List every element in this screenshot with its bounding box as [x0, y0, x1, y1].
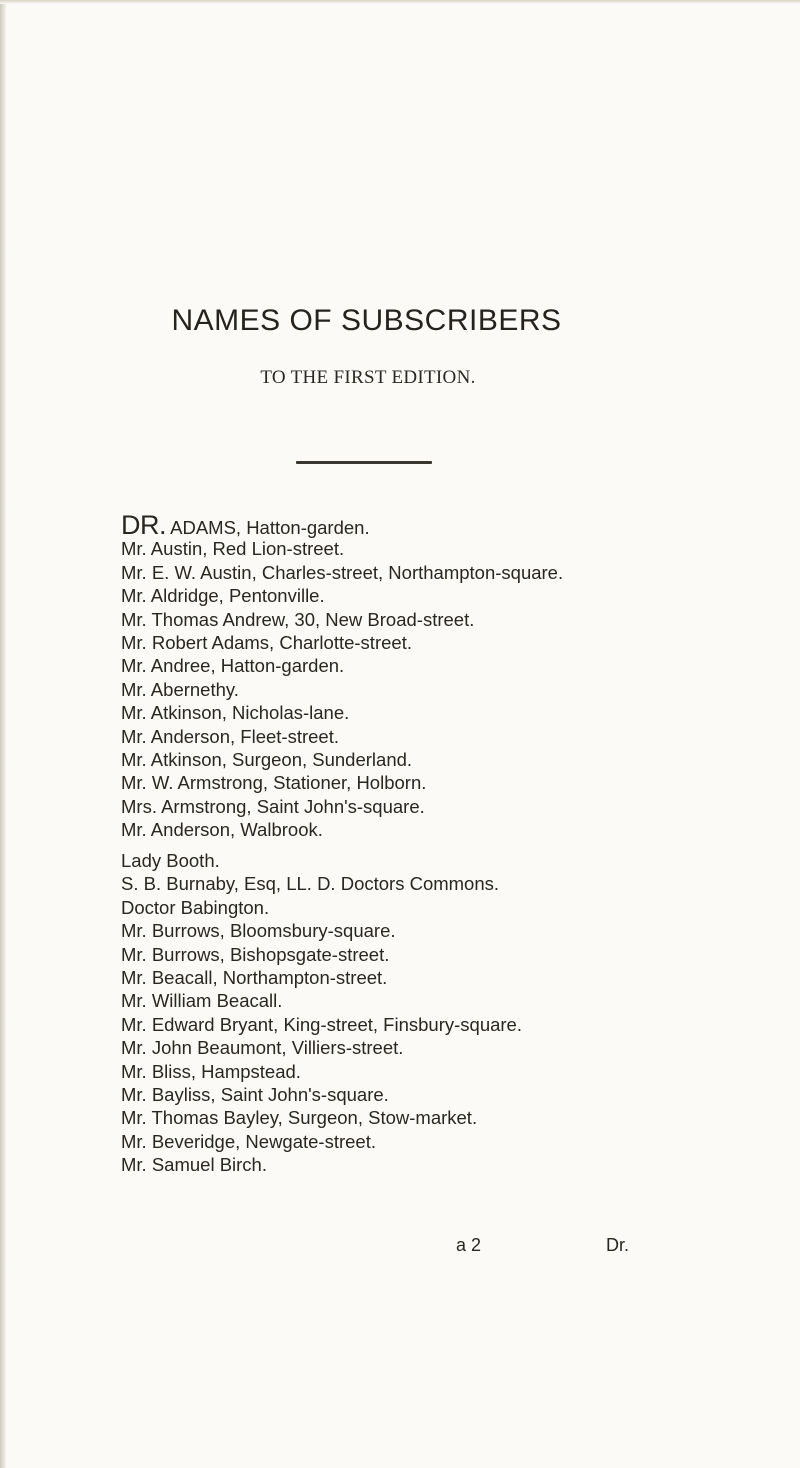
page-edge-shadow	[0, 0, 6, 1468]
subscriber-entry: Mr. Beveridge, Newgate-street.	[121, 1130, 376, 1152]
page-title: NAMES OF SUBSCRIBERS	[171, 304, 562, 337]
subscriber-entry: Doctor Babington.	[121, 896, 270, 918]
subscriber-entry: Mrs. Armstrong, Saint John's-square.	[121, 795, 425, 817]
subscriber-entry: Mr. Beacall, Northampton-street.	[121, 966, 388, 988]
page-top-shadow	[0, 0, 800, 4]
subscriber-entry-first	[121, 510, 563, 540]
subscriber-entry: Mr. Samuel Birch.	[121, 1154, 267, 1176]
subscriber-entry: Mr. Andree, Hatton-garden.	[121, 655, 345, 677]
subscriber-entry: Mr. William Beacall.	[121, 990, 283, 1012]
subscriber-entry: Mr. Thomas Andrew, 30, New Broad-street.	[121, 608, 475, 630]
subscriber-entry: Mr. John Beaumont, Villiers-street.	[121, 1037, 404, 1059]
subscriber-entry: Mr. Burrows, Bishopsgate-street.	[121, 943, 390, 965]
subscriber-list-b	[121, 849, 522, 1176]
section-divider-rule	[296, 461, 432, 464]
subscriber-entry: Mr. Anderson, Walbrook.	[121, 819, 323, 841]
first-entry-text: ADAMS, Hatton-garden.	[166, 517, 370, 538]
subscriber-entry: Mr. Aldridge, Pentonville.	[121, 585, 325, 607]
page-subtitle: TO THE FIRST EDITION.	[260, 367, 476, 388]
subscriber-entry: Mr. Atkinson, Nicholas-lane.	[121, 702, 350, 724]
subscriber-entry: Mr. Anderson, Fleet-street.	[121, 725, 339, 747]
subscriber-entry: Mr. Atkinson, Surgeon, Sunderland.	[121, 748, 413, 770]
subscriber-entry: Mr. Edward Bryant, King-street, Finsbury-square.	[121, 1013, 522, 1035]
signature-mark: a 2	[456, 1235, 482, 1255]
subscriber-entry: Lady Booth.	[121, 850, 220, 871]
subscriber-entry: Mr. Burrows, Bloomsbury-square.	[121, 920, 396, 942]
subscriber-entry: S. B. Burnaby, Esq, LL. D. Doctors Commons.	[121, 873, 500, 895]
subscriber-entry: Mr. Austin, Red Lion-street.	[121, 538, 345, 560]
subscriber-entry: Mr. Bayliss, Saint John's-square.	[121, 1083, 389, 1105]
subscriber-entry: Mr. W. Armstrong, Stationer, Holborn.	[121, 772, 427, 794]
subscriber-entry: Mr. Robert Adams, Charlotte-street.	[121, 631, 412, 653]
subscriber-entry: Mr. Thomas Bayley, Surgeon, Stow-market.	[121, 1107, 478, 1129]
subscriber-entry: Mr. E. W. Austin, Charles-street, Northampton-square.	[121, 561, 564, 583]
first-entry-title: DR.	[121, 510, 166, 540]
subscriber-entry: Mr. Abernethy.	[121, 678, 239, 700]
catchword: Dr.	[606, 1235, 630, 1255]
subscriber-list-a	[121, 510, 564, 841]
subscriber-entry: Mr. Bliss, Hampstead.	[121, 1060, 301, 1082]
